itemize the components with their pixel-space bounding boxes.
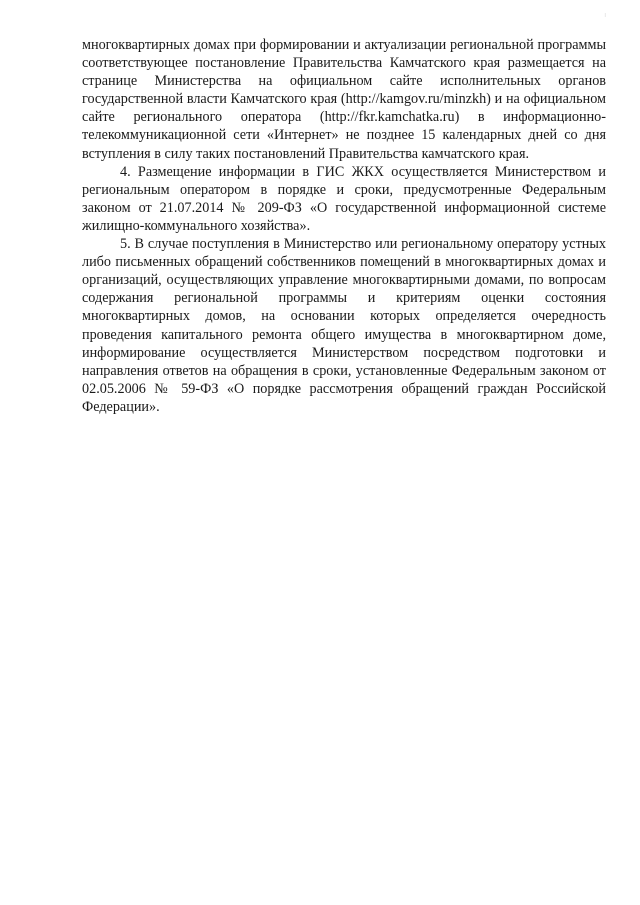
paragraph-continuation: многоквартирных домах при формировании и актуализации региональной программы соответствующее постановление Правительства Камчатского края размещается на странице Министерства на официальном сайте исполнительных органов государственной власти Камчатского края (http://kamgov.ru/minzkh) и на официальном сайте регионального оператора (http://fkr.kamchatka.ru) в информационно-телекоммуникационной сети «Интернет» не позднее 15 календарных дней со дня вступления в силу таких постановлений Правительства камчатского края. bbox=[82, 37, 606, 162]
paragraph-5: 5. В случае поступления в Министерство или региональному оператору устных либо письменных обращений собственников помещений в многоквартирных домах и организаций, осуществляющих управление многоквартирными домами, по вопросам содержания региональной программы и критериям оценки состояния многоквартирных домов, на основании которых определяется очередность проведения капитального ремонта общего имущества в многоквартирном доме, информирование осуществляется Министерством посредством подготовки и направления ответов на обращения в сроки, установленные Федеральным законом от 02.05.2006 № 59-ФЗ «О порядке рассмотрения обращений граждан Российской Федерации». bbox=[82, 236, 606, 415]
paragraph-4: 4. Размещение информации в ГИС ЖКХ осуществляется Министерством и региональным оператором в порядке и сроки, предусмотренные Федеральным законом от 21.07.2014 № 209-ФЗ «О государственной информационной системе жилищно-коммунального хозяйства». bbox=[82, 163, 606, 234]
document-body bbox=[82, 36, 606, 416]
scan-artifact: · · bbox=[604, 10, 610, 21]
